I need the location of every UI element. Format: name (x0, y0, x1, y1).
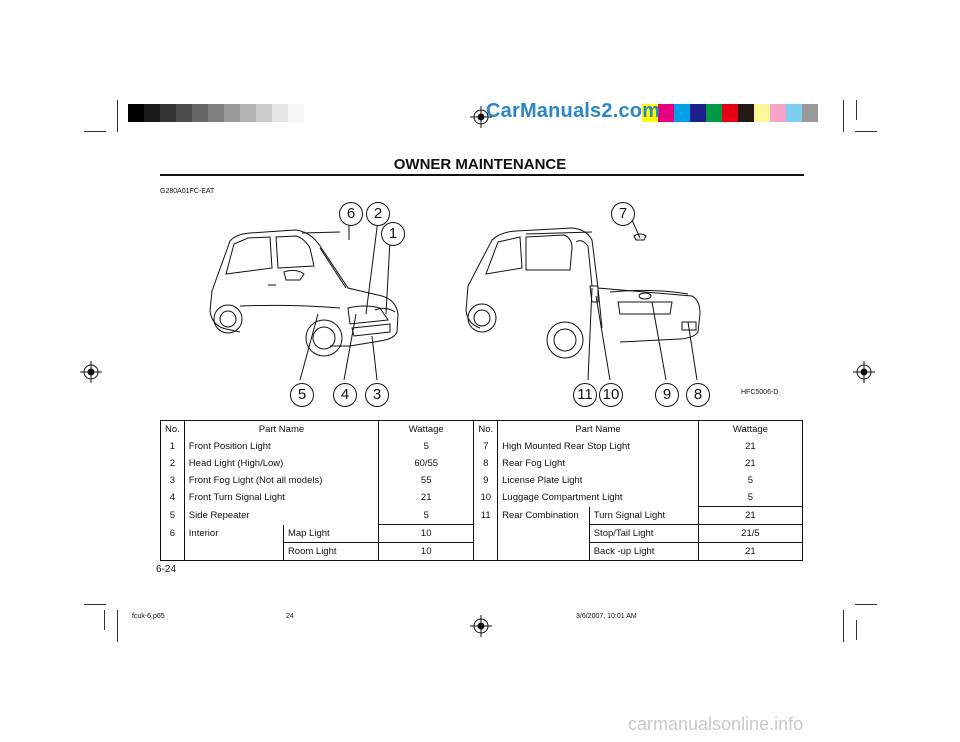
right-row-no: 7 (474, 438, 498, 455)
right-row-wattage: 5 (698, 472, 802, 489)
gray-swatch (192, 104, 208, 122)
gray-swatch (256, 104, 272, 122)
header-wattage: Wattage (379, 421, 474, 439)
left-row-wattage: 10 (379, 525, 474, 543)
color-swatch (706, 104, 722, 122)
table-row (161, 472, 803, 489)
color-swatch (674, 104, 690, 122)
right-row-no: 10 (474, 489, 498, 507)
gray-swatch (176, 104, 192, 122)
gray-swatch (224, 104, 240, 122)
left-row-part (184, 543, 283, 561)
right-row-wattage: 21 (698, 455, 802, 472)
callout-10: 10 (599, 383, 623, 407)
rear-vehicle-drawing (466, 228, 700, 358)
page-number: 6-24 (156, 564, 177, 575)
callout-6: 6 (339, 202, 363, 226)
figure-code: HFC5006-D (741, 389, 779, 396)
right-row-part (498, 543, 590, 561)
left-row-part: Front Position Light (188, 441, 271, 452)
callout-3: 3 (365, 383, 389, 407)
gray-swatch (208, 104, 224, 122)
right-row-no (474, 543, 498, 561)
right-row-no: 11 (474, 507, 498, 525)
left-row-no: 1 (161, 438, 185, 455)
gray-swatch (144, 104, 160, 122)
left-row-part: Head Light (High/Low) (188, 458, 284, 469)
left-row-part: Front Fog Light (Not all models) (188, 475, 323, 486)
right-row-part: Luggage Compartment Light (502, 492, 623, 504)
right-row-no: 8 (474, 455, 498, 472)
registration-mark-icon (853, 361, 875, 383)
right-row-wattage: 21/5 (698, 525, 802, 543)
callout-4: 4 (333, 383, 357, 407)
gray-swatch (288, 104, 304, 122)
color-swatch (786, 104, 802, 122)
left-row-no: 3 (161, 472, 185, 489)
table-row (161, 543, 803, 561)
left-row-wattage: 5 (379, 507, 474, 525)
header-wattage: Wattage (698, 421, 802, 439)
callout-leader-lines (300, 220, 697, 380)
right-row-no: 9 (474, 472, 498, 489)
callout-7: 7 (611, 202, 635, 226)
color-swatch (722, 104, 738, 122)
watermark: carmanualsonline.info (628, 714, 804, 734)
right-row-no (474, 525, 498, 543)
right-row-subpart: Back -up Light (589, 543, 698, 561)
right-row-wattage: 21 (698, 438, 802, 455)
registration-mark-icon (80, 361, 102, 383)
front-vehicle-drawing (210, 230, 398, 356)
header-no: No. (161, 421, 185, 439)
callout-8: 8 (686, 383, 710, 407)
color-swatch (658, 104, 674, 122)
table-row (161, 438, 803, 455)
site-logo[interactable]: CarManuals2.com (486, 100, 661, 122)
footer-file-name: fcuk-6.p65 (132, 613, 165, 620)
right-row-part: High Mounted Rear Stop Light (502, 441, 630, 452)
left-row-wattage: 21 (379, 489, 474, 507)
left-row-wattage: 55 (379, 472, 474, 489)
footer-file-page: 24 (286, 613, 294, 620)
left-row-no: 6 (161, 525, 185, 543)
gray-swatch (128, 104, 144, 122)
right-row-part: Rear Combination (502, 510, 579, 521)
left-row-no (161, 543, 185, 561)
header-part-name: Part Name (498, 421, 699, 439)
table-row (161, 489, 803, 507)
left-row-wattage: 60/55 (379, 455, 474, 472)
callout-11: 11 (573, 383, 597, 407)
left-row-part: Front Turn Signal Light (188, 492, 285, 504)
left-row-no: 5 (161, 507, 185, 525)
callout-1: 1 (381, 222, 405, 246)
color-swatch (802, 104, 818, 122)
table-row (161, 455, 803, 472)
gray-swatch (240, 104, 256, 122)
title-rule (160, 174, 804, 176)
left-row-wattage: 5 (379, 438, 474, 455)
color-swatch (738, 104, 754, 122)
right-row-subpart: Turn Signal Light (589, 507, 698, 525)
callout-5: 5 (290, 383, 314, 407)
left-row-no: 2 (161, 455, 185, 472)
registration-mark-icon (470, 615, 492, 637)
section-title: OWNER MAINTENANCE (393, 156, 567, 173)
left-row-subpart: Room Light (283, 543, 378, 561)
right-row-wattage: 5 (698, 489, 802, 507)
callout-9: 9 (655, 383, 679, 407)
header-part-name: Part Name (184, 421, 378, 439)
right-row-subpart: Stop/Tail Light (589, 525, 698, 543)
gray-swatch (160, 104, 176, 122)
right-row-part: Rear Fog Light (502, 458, 565, 469)
color-swatch (690, 104, 706, 122)
right-row-wattage: 21 (698, 507, 802, 525)
header-no: No. (474, 421, 498, 439)
left-row-subpart: Map Light (283, 525, 378, 543)
color-swatch (754, 104, 770, 122)
color-swatch (770, 104, 786, 122)
footer-timestamp: 3/6/2007, 10:01 AM (576, 613, 637, 620)
left-row-wattage: 10 (379, 543, 474, 561)
left-row-part: Side Repeater (188, 510, 250, 521)
table-header-row (161, 421, 803, 439)
table-row (161, 507, 803, 525)
document-code: G280A01FC-EAT (160, 188, 215, 195)
left-row-no: 4 (161, 489, 185, 507)
right-row-part: License Plate Light (502, 475, 583, 486)
bulb-wattage-table (160, 420, 803, 561)
gray-swatch (272, 104, 288, 122)
callout-2: 2 (366, 202, 390, 226)
left-row-part: Interior (188, 528, 219, 539)
right-row-wattage: 21 (698, 543, 802, 561)
right-row-part (498, 525, 590, 543)
table-row (161, 525, 803, 543)
vehicle-illustration (200, 196, 710, 386)
